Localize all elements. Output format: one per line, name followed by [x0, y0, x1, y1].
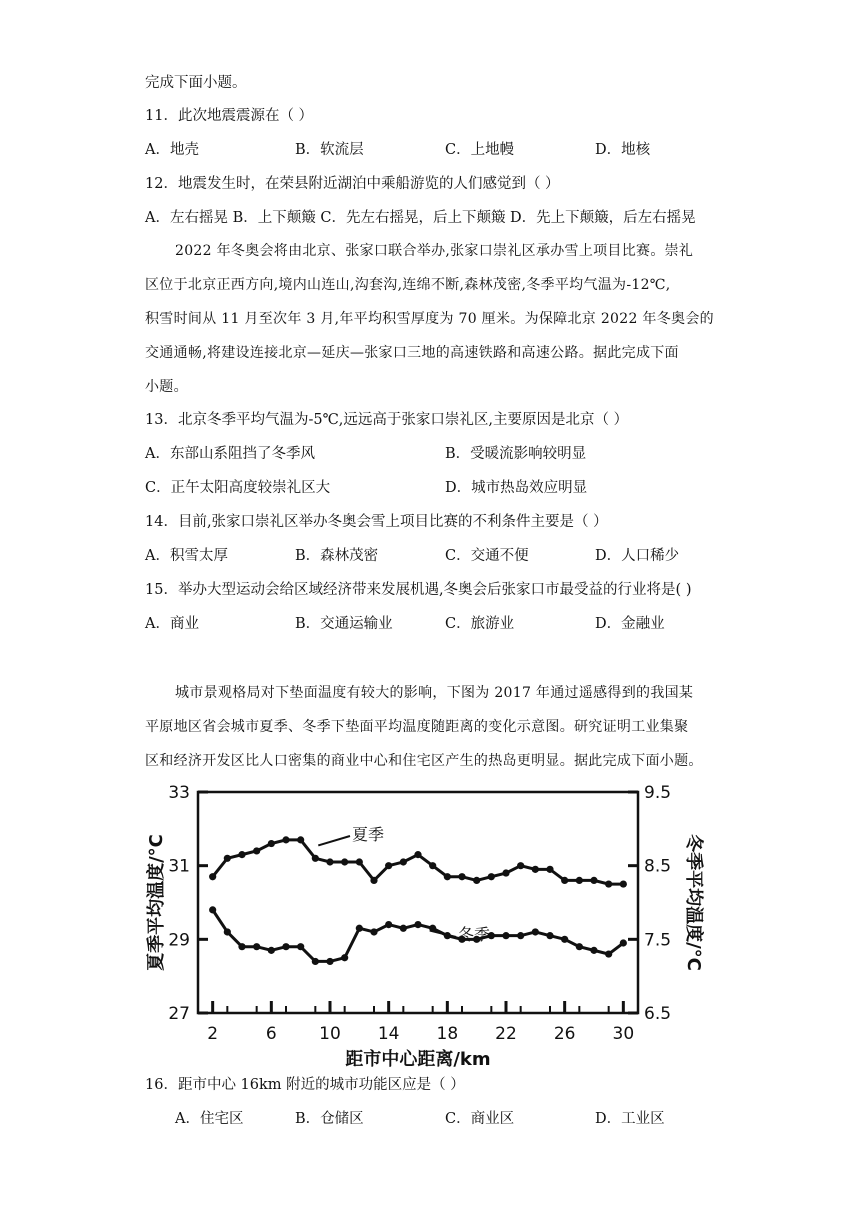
winter-point-13: [370, 928, 377, 935]
q15-option-a[interactable]: A．商业: [145, 616, 199, 632]
summer-point-2: [209, 873, 216, 880]
summer-point-11: [341, 858, 348, 865]
summer-point-19: [458, 873, 465, 880]
winter-point-12: [356, 925, 363, 932]
plot-frame: [198, 792, 638, 1013]
q15-option-b[interactable]: B．交通运输业: [295, 616, 393, 632]
y-right-tick-label-0: 6.5: [644, 1004, 672, 1024]
q14-option-a[interactable]: A．积雪太厚: [145, 548, 228, 564]
summer-point-29: [605, 880, 612, 887]
winter-point-29: [605, 950, 612, 957]
intro-tail: 完成下面小题。: [145, 75, 247, 91]
question-15-stem: 15．举办大型运动会给区域经济带来发展机遇,冬奥会后张家口市最受益的行业将是( ): [145, 582, 692, 598]
summer-point-24: [532, 866, 539, 873]
summer-point-12: [356, 858, 363, 865]
q13-option-a[interactable]: A．东部山系阻挡了冬季风: [145, 446, 315, 462]
passage2-line-4: 交通通畅,将建设连接北京—延庆—张家口三地的高速铁路和高速公路。据此完成下面: [145, 345, 679, 361]
summer-point-20: [473, 877, 480, 884]
summer-point-17: [429, 862, 436, 869]
question-11-stem: 11．此次地震震源在（ ）: [145, 108, 314, 124]
summer-point-25: [546, 866, 553, 873]
winter-point-25: [546, 932, 553, 939]
summer-point-23: [517, 862, 524, 869]
q11-option-b[interactable]: B．软流层: [295, 142, 364, 158]
passage3-line-2: 平原地区省会城市夏季、冬季下垫面平均温度随距离的变化示意图。研究证明工业集聚: [145, 719, 689, 735]
summer-point-4: [238, 851, 245, 858]
x-tick-label-4: 18: [436, 1024, 459, 1044]
q14-option-d[interactable]: D．人口稀少: [595, 548, 680, 564]
summer-point-10: [326, 858, 333, 865]
winter-point-7: [282, 943, 289, 950]
winter-point-15: [400, 925, 407, 932]
winter-point-11: [341, 954, 348, 961]
y-right-tick-label-3: 9.5: [644, 783, 672, 803]
passage2-line-1: 2022 年冬奥会将由北京、张家口联合举办,张家口崇礼区承办雪上项目比赛。崇礼: [175, 243, 694, 259]
question-14-stem: 14．目前,张家口崇礼区举办冬奥会雪上项目比赛的不利条件主要是（ ）: [145, 514, 608, 530]
summer-point-7: [282, 836, 289, 843]
q16-option-c[interactable]: C．商业区: [445, 1111, 515, 1127]
winter-point-28: [590, 947, 597, 954]
winter-point-22: [502, 932, 509, 939]
x-tick-label-5: 22: [495, 1024, 517, 1044]
winter-point-23: [517, 932, 524, 939]
y-left-axis-title: 夏季平均温度/°C: [146, 834, 167, 971]
series-line-summer: [213, 840, 624, 884]
summer-point-28: [590, 877, 597, 884]
winter-point-27: [576, 943, 583, 950]
summer-point-3: [224, 855, 231, 862]
x-tick-label-2: 10: [319, 1024, 341, 1044]
summer-point-18: [444, 873, 451, 880]
y-right-axis-title: 冬季平均温度/°C: [683, 834, 704, 971]
winter-point-9: [312, 958, 319, 965]
winter-point-8: [297, 943, 304, 950]
passage2-line-3: 积雪时间从 11 月至次年 3 月,年平均积雪厚度为 70 厘米。为保障北京 2022 年冬奥会的: [145, 311, 714, 327]
q15-option-d[interactable]: D．金融业: [595, 616, 665, 632]
q11-option-a[interactable]: A．地壳: [145, 142, 199, 158]
summer-point-5: [253, 847, 260, 854]
summer-point-8: [297, 836, 304, 843]
winter-point-4: [238, 943, 245, 950]
q14-option-b[interactable]: B．森林茂密: [295, 548, 379, 564]
winter-point-10: [326, 958, 333, 965]
q16-option-b[interactable]: B．仓储区: [295, 1111, 364, 1127]
winter-point-2: [209, 906, 216, 913]
q13-option-d[interactable]: D．城市热岛效应明显: [445, 480, 588, 496]
summer-point-16: [414, 851, 421, 858]
winter-point-3: [224, 928, 231, 935]
x-tick-label-0: 2: [207, 1024, 219, 1044]
winter-point-6: [268, 947, 275, 954]
summer-point-9: [312, 855, 319, 862]
winter-point-16: [414, 921, 421, 928]
q13-option-b[interactable]: B．受暖流影响较明显: [445, 446, 587, 462]
summer-point-13: [370, 877, 377, 884]
summer-point-15: [400, 858, 407, 865]
passage2-line-5: 小题。: [145, 379, 188, 395]
winter-point-14: [385, 921, 392, 928]
x-tick-label-3: 14: [377, 1024, 400, 1044]
x-tick-label-1: 6: [265, 1024, 277, 1044]
y-left-tick-label-0: 27: [168, 1004, 190, 1024]
y-right-tick-label-2: 8.5: [644, 856, 672, 877]
y-left-tick-label-1: 29: [168, 930, 190, 951]
question-13-stem: 13．北京冬季平均气温为-5℃,远远高于张家口崇礼区,主要原因是北京（ ）: [145, 412, 629, 428]
winter-point-24: [532, 928, 539, 935]
q16-option-a[interactable]: A．住宅区: [175, 1111, 244, 1127]
series-label-winter: 冬季: [458, 925, 491, 944]
question-12-stem: 12．地震发生时，在荣县附近湖泊中乘船游览的人们感觉到（ ）: [145, 176, 560, 192]
summer-label-leader: [318, 836, 350, 845]
summer-point-14: [385, 862, 392, 869]
series-line-winter: [213, 910, 624, 962]
winter-label-leader: [430, 930, 456, 937]
q14-option-c[interactable]: C．交通不便: [445, 548, 529, 564]
q12-options[interactable]: A．左右摇晃 B．上下颠簸 C．先左右摇晃，后上下颠簸 D．先上下颠簸，后左右摇晃: [145, 210, 696, 226]
x-tick-label-7: 30: [612, 1024, 635, 1044]
y-left-tick-label-3: 33: [168, 783, 190, 803]
y-left-tick-label-2: 31: [168, 856, 190, 877]
q13-option-c[interactable]: C．正午太阳高度较崇礼区大: [145, 480, 331, 496]
winter-point-26: [561, 936, 568, 943]
summer-point-27: [576, 877, 583, 884]
temperature-distance-chart: [140, 780, 704, 1070]
question-16-stem: 16．距市中心 16km 附近的城市功能区应是（ ）: [145, 1077, 465, 1093]
x-tick-label-6: 26: [553, 1024, 576, 1044]
q11-option-d[interactable]: D．地核: [595, 142, 651, 158]
summer-point-26: [561, 877, 568, 884]
x-axis-title: 距市中心距离/km: [345, 1049, 491, 1070]
summer-point-21: [488, 873, 495, 880]
q15-option-c[interactable]: C．旅游业: [445, 616, 515, 632]
y-right-tick-label-1: 7.5: [644, 930, 672, 951]
winter-point-5: [253, 943, 260, 950]
passage3-line-3: 区和经济开发区比人口密集的商业中心和住宅区产生的热岛更明显。据此完成下面小题。: [145, 753, 703, 769]
q16-option-d[interactable]: D．工业区: [595, 1111, 665, 1127]
q11-option-c[interactable]: C．上地幔: [445, 142, 515, 158]
winter-point-30: [620, 939, 627, 946]
summer-point-30: [620, 880, 627, 887]
passage2-line-2: 区位于北京正西方向,境内山连山,沟套沟,连绵不断,森林茂密,冬季平均气温为-12℃,: [145, 277, 671, 293]
summer-point-6: [268, 840, 275, 847]
series-label-summer: 夏季: [352, 825, 385, 844]
summer-point-22: [502, 869, 509, 876]
passage3-line-1: 城市景观格局对下垫面温度有较大的影响，下图为 2017 年通过遥感得到的我国某: [175, 685, 694, 701]
